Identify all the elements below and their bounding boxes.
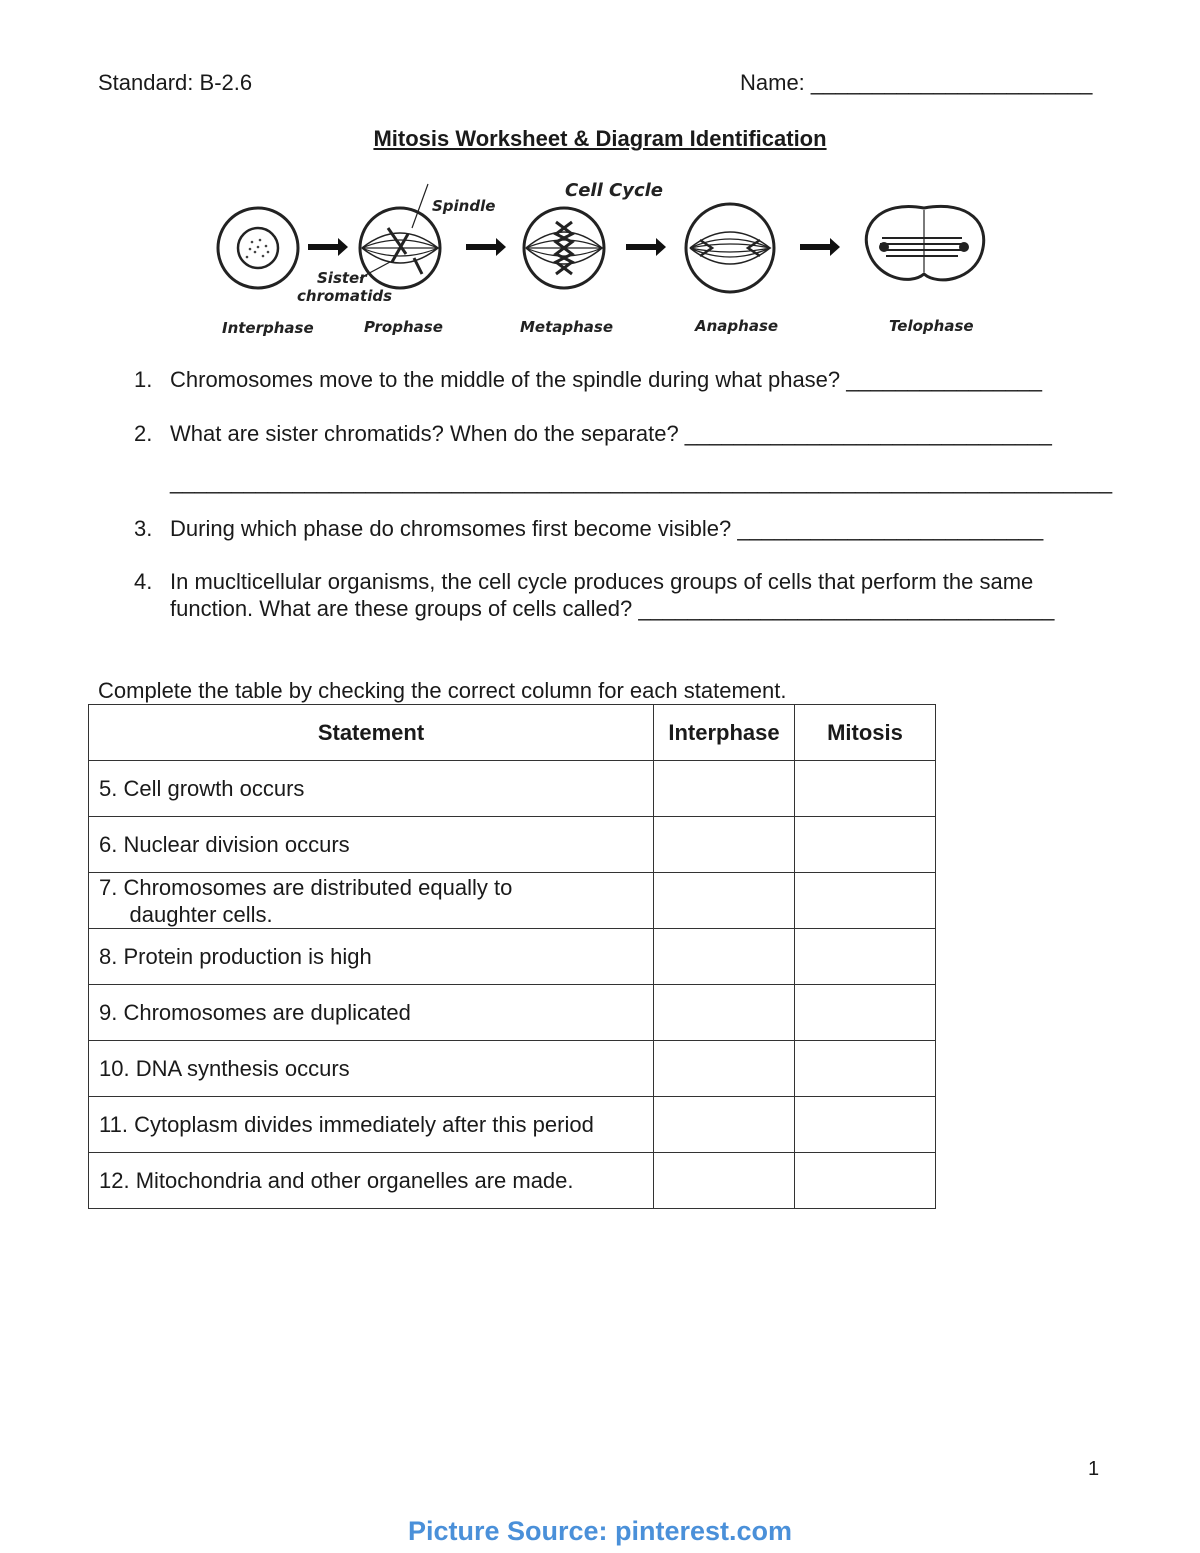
table-row xyxy=(89,817,936,873)
interphase-check-cell[interactable] xyxy=(654,929,795,985)
statement-table xyxy=(88,704,936,1209)
mitosis-check-cell[interactable] xyxy=(795,817,936,873)
table-row xyxy=(89,929,936,985)
question-1: 1. Chromosomes move to the middle of the spindle during what phase? ________________ xyxy=(134,367,1043,392)
interphase-check-cell[interactable] xyxy=(654,761,795,817)
mitosis-check-cell[interactable] xyxy=(795,1041,936,1097)
phase-label-interphase: Interphase xyxy=(222,319,314,337)
table-row xyxy=(89,985,936,1041)
page-number: 1 xyxy=(1088,1458,1100,1480)
anaphase-cell xyxy=(686,204,774,292)
worksheet-title: Mitosis Worksheet & Diagram Identification xyxy=(373,126,827,151)
header-mitosis: Mitosis xyxy=(795,705,936,761)
statement-cell: 6. Nuclear division occurs xyxy=(89,817,654,873)
arrow-4 xyxy=(800,238,840,256)
question-4: 4. In muclticellular organisms, the cell cycle produces groups of cells that perform the same xyxy=(134,569,1034,594)
table-row xyxy=(89,761,936,817)
standard-label: Standard: B-2.6 xyxy=(98,70,253,95)
header-interphase: Interphase xyxy=(654,705,795,761)
name-field-label: Name: _______________________ xyxy=(740,70,1093,95)
spindle-label: Spindle xyxy=(432,197,496,215)
question-3: 3. During which phase do chromsomes first become visible? _________________________ xyxy=(134,516,1044,541)
mitosis-check-cell[interactable] xyxy=(795,985,936,1041)
sister-label: Sister xyxy=(317,269,367,287)
statement-cell: 8. Protein production is high xyxy=(89,929,654,985)
phase-label-prophase: Prophase xyxy=(364,318,443,336)
arrow-3 xyxy=(626,238,666,256)
statement-cell: 7. Chromosomes are distributed equally to daughter cells. xyxy=(89,873,654,929)
interphase-check-cell[interactable] xyxy=(654,985,795,1041)
table-row xyxy=(89,1153,936,1209)
question-2-answer-line: _____________________________________________________________________________ xyxy=(170,469,1113,494)
cell-cycle-heading: Cell Cycle xyxy=(565,180,664,201)
table-header-row xyxy=(89,705,936,761)
phase-label-telophase: Telophase xyxy=(889,317,974,335)
statement-cell: 9. Chromosomes are duplicated xyxy=(89,985,654,1041)
question-4-continued: function. What are these groups of cells called? __________________________________ xyxy=(170,596,1055,621)
interphase-cell xyxy=(218,208,298,288)
interphase-check-cell[interactable] xyxy=(654,873,795,929)
mitosis-check-cell[interactable] xyxy=(795,1097,936,1153)
interphase-check-cell[interactable] xyxy=(654,1041,795,1097)
mitosis-check-cell[interactable] xyxy=(795,929,936,985)
chromatids-label: chromatids xyxy=(297,287,393,305)
prophase-cell xyxy=(360,184,440,288)
arrow-2 xyxy=(466,238,506,256)
telophase-cell xyxy=(866,206,983,279)
table-row xyxy=(89,1041,936,1097)
metaphase-cell xyxy=(524,208,604,288)
cell-cycle-diagram xyxy=(200,172,1000,352)
arrow-1 xyxy=(308,238,348,256)
statement-cell: 12. Mitochondria and other organelles are made. xyxy=(89,1153,654,1209)
interphase-check-cell[interactable] xyxy=(654,1097,795,1153)
statement-cell: 10. DNA synthesis occurs xyxy=(89,1041,654,1097)
mitosis-check-cell[interactable] xyxy=(795,761,936,817)
header-statement: Statement xyxy=(89,705,654,761)
phase-label-anaphase: Anaphase xyxy=(695,317,779,335)
picture-source-link[interactable]: Picture Source: pinterest.com xyxy=(407,1516,793,1546)
phase-label-metaphase: Metaphase xyxy=(520,318,614,336)
statement-cell: 11. Cytoplasm divides immediately after this period xyxy=(89,1097,654,1153)
mitosis-check-cell[interactable] xyxy=(795,1153,936,1209)
statement-cell: 5. Cell growth occurs xyxy=(89,761,654,817)
table-instructions: Complete the table by checking the correct column for each statement. xyxy=(98,678,787,703)
interphase-check-cell[interactable] xyxy=(654,1153,795,1209)
interphase-check-cell[interactable] xyxy=(654,817,795,873)
question-2: 2. What are sister chromatids? When do the separate? ______________________________ xyxy=(134,421,1052,446)
table-row xyxy=(89,1097,936,1153)
table-row xyxy=(89,873,936,929)
mitosis-check-cell[interactable] xyxy=(795,873,936,929)
